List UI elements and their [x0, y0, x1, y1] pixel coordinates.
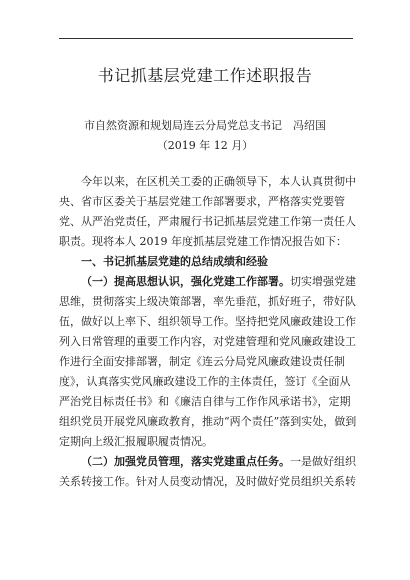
- subsection-2-title: （二）加强党员管理，落实党建重点任务。: [81, 455, 290, 468]
- subsection-2: [59, 452, 357, 492]
- intro-paragraph: 今年以来，在区机关工委的正确领导下，本人认真贯彻中央、省市区委关于基层党建工作部署要求，严格落实党要管党、从严治党责任，严肃履行书记抓基层党建工作第一责任人职责。现将本人 2019 年度抓基层党建工作情况报告如下：: [59, 175, 356, 248]
- subsection-2-body: 一是做好组织关系转接工作。针对人员变动情况，及时做好党员组织关系转: [59, 455, 356, 488]
- header-rule: [59, 38, 353, 39]
- document-body: [59, 172, 357, 492]
- document-author: 市自然资源和规划局连云分局党总支书记 冯绍国: [84, 119, 326, 132]
- document-date: （2019 年 12 月）: [156, 139, 254, 152]
- subsection-1-title: （一）提高思想认识，强化党建工作部署。: [81, 275, 290, 288]
- section-heading: 一、书记抓基层党建的总结成绩和经验: [81, 255, 268, 268]
- document-title: 书记抓基层党建工作述职报告: [97, 66, 313, 85]
- subsection-1: [59, 272, 357, 452]
- subsection-1-body: 切实增强党建思维，贯彻落实上级决策部署，率先垂范，抓好班子，带好队伍，做好以上率下、组织领导工作。坚持把党风廉政建设工作列入日常管理的重要工作内容，对党建管理和党风廉政建设工作进行全面安排部署，制定《连云分局党风廉政建设责任制度》，认真落实党风廉政建设工作的主体责任，签订《全面从严治党目标责任书》和《廉洁自律与工作作风承诺书》，定期组织党员开展党风廉政教育，推动“两个责任”落到实处，做到定期向上级汇报履职履责情况。: [59, 275, 357, 448]
